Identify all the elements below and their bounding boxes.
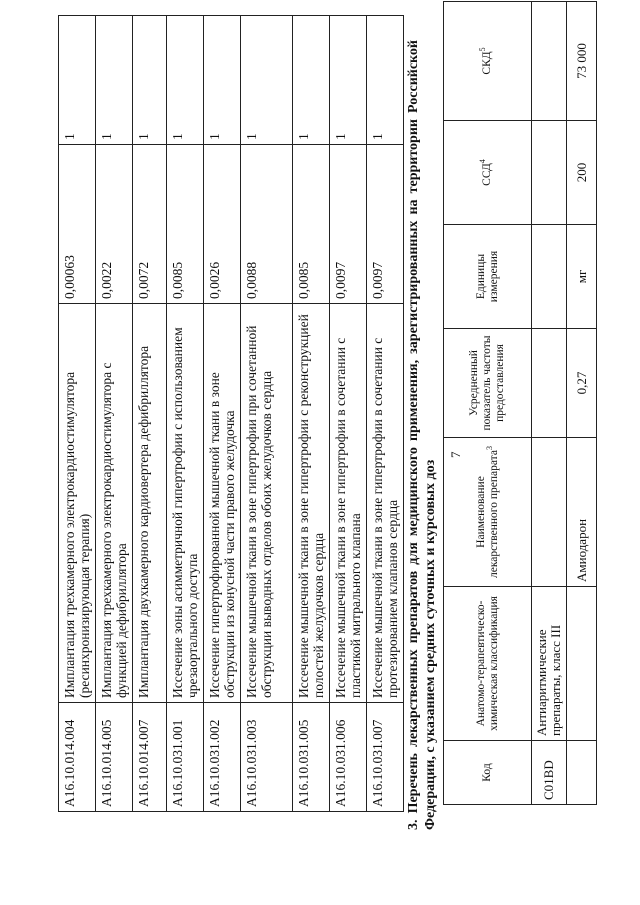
footnote-marker: 5 [478,47,488,52]
header-drug-name [444,438,532,587]
drug-name: Амиодарон [567,438,597,587]
drug-unit: мг [567,225,597,329]
section-heading: 3. Перечень лекарственных препаратов для медицинского применения, зарегистрированных на территории Российской Федерации, с указанием средних суточных и курсовых доз [406,40,438,830]
empty-cell [567,741,597,805]
service-frequency: 0,0097 [367,145,404,304]
service-name: Иссечение мышечной ткани в зоне гипертрофии в сочетании с протезированием клапанов сердца [367,304,404,703]
service-multiplicity: 1 [330,16,367,145]
service-multiplicity: 1 [96,16,133,145]
page-number: 7 [448,451,463,458]
table-row [293,16,330,812]
service-frequency: 0,0085 [167,145,204,304]
service-name: Имплантация трехкамерного электрокардиостимулятора с функцией дефибриллятора [96,304,133,703]
empty-cell [532,2,567,121]
service-frequency: 0,0022 [96,145,133,304]
service-multiplicity: 1 [167,16,204,145]
empty-cell [532,225,567,329]
service-name: Имплантация двухкамерного кардиовертера дефибриллятора [133,304,167,703]
empty-cell [567,587,597,741]
service-code: A16.10.031.007 [367,703,404,812]
table-header-row [444,2,532,805]
service-code: A16.10.014.005 [96,703,133,812]
table-row [59,16,96,812]
table-row [204,16,241,812]
group-code: C01BD [532,741,567,805]
service-multiplicity: 1 [293,16,330,145]
service-code: A16.10.031.002 [204,703,241,812]
service-code: A16.10.031.006 [330,703,367,812]
drug-frequency: 0,27 [567,329,597,438]
table-row [330,16,367,812]
empty-cell [532,329,567,438]
service-multiplicity: 1 [241,16,293,145]
footnote-marker: 3 [484,446,494,451]
table-row [367,16,404,812]
service-code: A16.10.031.005 [293,703,330,812]
drugs-table [443,1,597,805]
service-frequency: 0,0097 [330,145,367,304]
service-code: A16.10.031.003 [241,703,293,812]
footnote-marker: 4 [478,159,488,164]
services-table [58,15,404,812]
empty-cell [532,438,567,587]
header-unit: Единицы измерения [444,225,532,329]
service-name: Иссечение зоны асимметричной гипертрофии с использованием чрезаортального доступа [167,304,204,703]
empty-cell [532,121,567,225]
service-multiplicity: 1 [204,16,241,145]
service-name: Иссечение мышечной ткани в зоне гипертрофии в сочетании с пластикой митрального клапана [330,304,367,703]
header-frequency: Усредненный показатель частоты предоставления [444,329,532,438]
service-name: Иссечение гипертрофированной мышечной ткани в зоне обструкции из конусной части правого желудочка [204,304,241,703]
service-frequency: 0,0085 [293,145,330,304]
service-name: Иссечение мышечной ткани в зоне гипертрофии с реконструкцией полостей желудочков сердца [293,304,330,703]
service-multiplicity: 1 [59,16,96,145]
group-atc: Антиаритмические препараты, класс III [532,587,567,741]
header-ssd-text: ССД [481,163,493,186]
service-multiplicity: 1 [133,16,167,145]
drug-skd: 73 000 [567,2,597,121]
header-atc: Анатомо-терапевтическо-химическая классификация [444,587,532,741]
drug-ssd: 200 [567,121,597,225]
header-ssd [444,121,532,225]
service-frequency: 0,0072 [133,145,167,304]
table-row [567,2,597,805]
header-skd-text: СКД [481,51,493,75]
table-row [96,16,133,812]
table-row-group [532,2,567,805]
table-row [241,16,293,812]
header-drug-name-text: Наименование лекарственного препарата [474,450,500,578]
table-row [167,16,204,812]
service-name: Имплантация трехкамерного электрокардиостимулятора (ресинхронизирующая терапия) [59,304,96,703]
header-code: Код [444,741,532,805]
table-row [133,16,167,812]
service-frequency: 0,00063 [59,145,96,304]
service-frequency: 0,0088 [241,145,293,304]
service-code: A16.10.031.001 [167,703,204,812]
service-multiplicity: 1 [367,16,404,145]
service-name: Иссечение мышечной ткани в зоне гипертрофии при сочетанной обструкции выводных отделов обоих желудочков сердца [241,304,293,703]
service-code: A16.10.014.004 [59,703,96,812]
header-skd [444,2,532,121]
service-code: A16.10.014.007 [133,703,167,812]
service-frequency: 0,0026 [204,145,241,304]
